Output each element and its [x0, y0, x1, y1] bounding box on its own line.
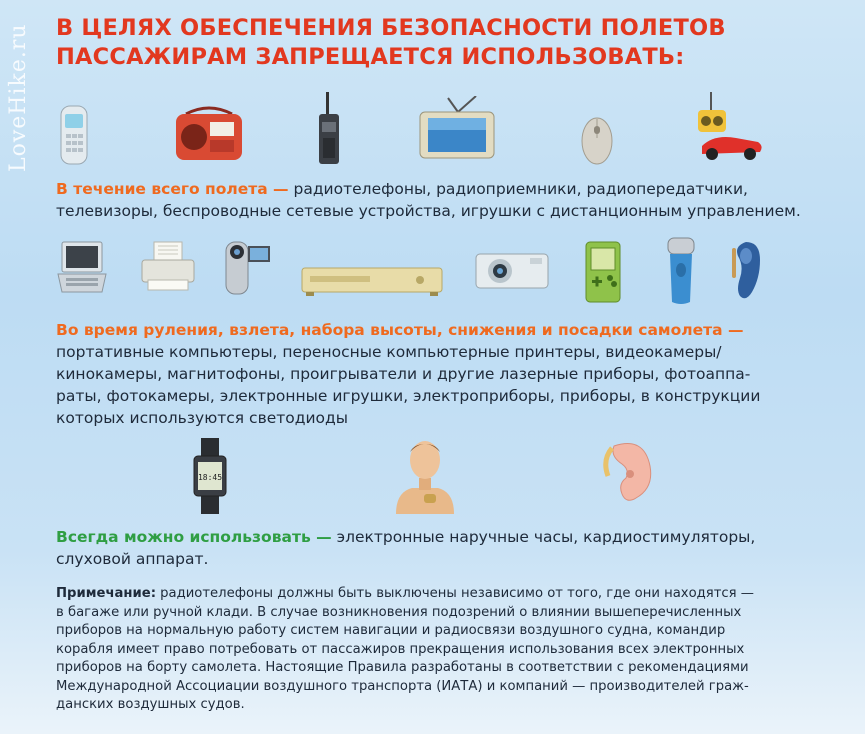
- note-line-2: в багаже или ручной клади. В случае возникновения подозрений о влиянии вышеперечисленных: [56, 604, 742, 620]
- note-lead: Примечание:: [56, 586, 156, 601]
- page-title: [56, 14, 846, 72]
- title-line-1: В ЦЕЛЯХ ОБЕСПЕЧЕНИЯ БЕЗОПАСНОСТИ ПОЛЕТОВ: [56, 15, 726, 41]
- tv-icon: [418, 96, 496, 162]
- laptop-icon: [56, 240, 108, 294]
- printer-icon: [140, 240, 196, 292]
- radio-receiver-icon: [174, 104, 244, 162]
- watermark: LoveHike.ru: [6, 23, 31, 172]
- rc-toy-icon: [692, 88, 768, 164]
- radio-transmitter-icon: [316, 92, 342, 166]
- video-camera-icon: [222, 236, 276, 296]
- section2-line-1: портативные компьютеры, переносные компьютерные принтеры, видеокамеры/: [56, 343, 722, 361]
- section1-line-2: телевизоры, беспроводные сетевые устройства, игрушки с дистанционным управлением.: [56, 202, 801, 220]
- note-line-5: приборов на борту самолета. Настоящие Правила разработаны в соответствии с рекомендациями: [56, 660, 749, 675]
- bluetooth-headset-icon: [726, 238, 766, 304]
- section3-lead: Всегда можно использовать —: [56, 528, 332, 546]
- note-line-3: приборов на нормальную работу систем навигации и радиосвязи воздушного судна, командир: [56, 623, 726, 638]
- section1-line-1: радиотелефоны, радиоприемники, радиопередатчики,: [288, 180, 748, 198]
- note-line-4: корабля имеет право потребовать от пассажиров прекращения использования всех электронных: [56, 641, 745, 657]
- pacemaker-icon: [392, 438, 458, 514]
- section1-lead: В течение всего полета —: [56, 180, 289, 198]
- note-line-7: данских воздушных судов.: [56, 697, 245, 712]
- handheld-game-icon: [584, 240, 622, 304]
- title-line-2: ПАССАЖИРАМ ЗАПРЕЩАЕТСЯ ИСПОЛЬЗОВАТЬ:: [56, 44, 685, 70]
- wristwatch-icon: [192, 438, 228, 514]
- note-line-1: радиотелефоны должны быть выключены независимо от того, где они находятся —: [155, 586, 754, 601]
- section2-lead: Во время руления, взлета, набора высоты, снижения и посадки самолета —: [56, 321, 744, 339]
- section2-line-4: которых используются светодиоды: [56, 409, 348, 427]
- section-prohibited-always: [56, 178, 856, 222]
- dvd-player-icon: [300, 264, 444, 298]
- note: [56, 585, 846, 715]
- note-line-6: Международной Ассоциации воздушного транспорта (ИАТА) и компаний — производителей граж-: [56, 678, 749, 694]
- section2-line-3: раты, фотокамеры, электронные игрушки, электроприборы, приборы, в конструкции: [56, 387, 761, 405]
- section3-line-1: электронные наручные часы, кардиостимуляторы,: [331, 528, 756, 546]
- section-allowed: [56, 526, 856, 570]
- photo-camera-icon: [474, 250, 550, 292]
- section-prohibited-takeoff-landing: [56, 319, 856, 429]
- hearing-aid-icon: [600, 440, 656, 508]
- section3-line-2: слуховой аппарат.: [56, 550, 209, 568]
- wireless-mouse-icon: [580, 116, 614, 166]
- watch-display: 18:45: [197, 473, 223, 482]
- electric-shaver-icon: [664, 236, 698, 306]
- mobile-phone-icon: [58, 104, 90, 166]
- section2-line-2: кинокамеры, магнитофоны, проигрыватели и другие лазерные приборы, фотоаппа-: [56, 365, 751, 383]
